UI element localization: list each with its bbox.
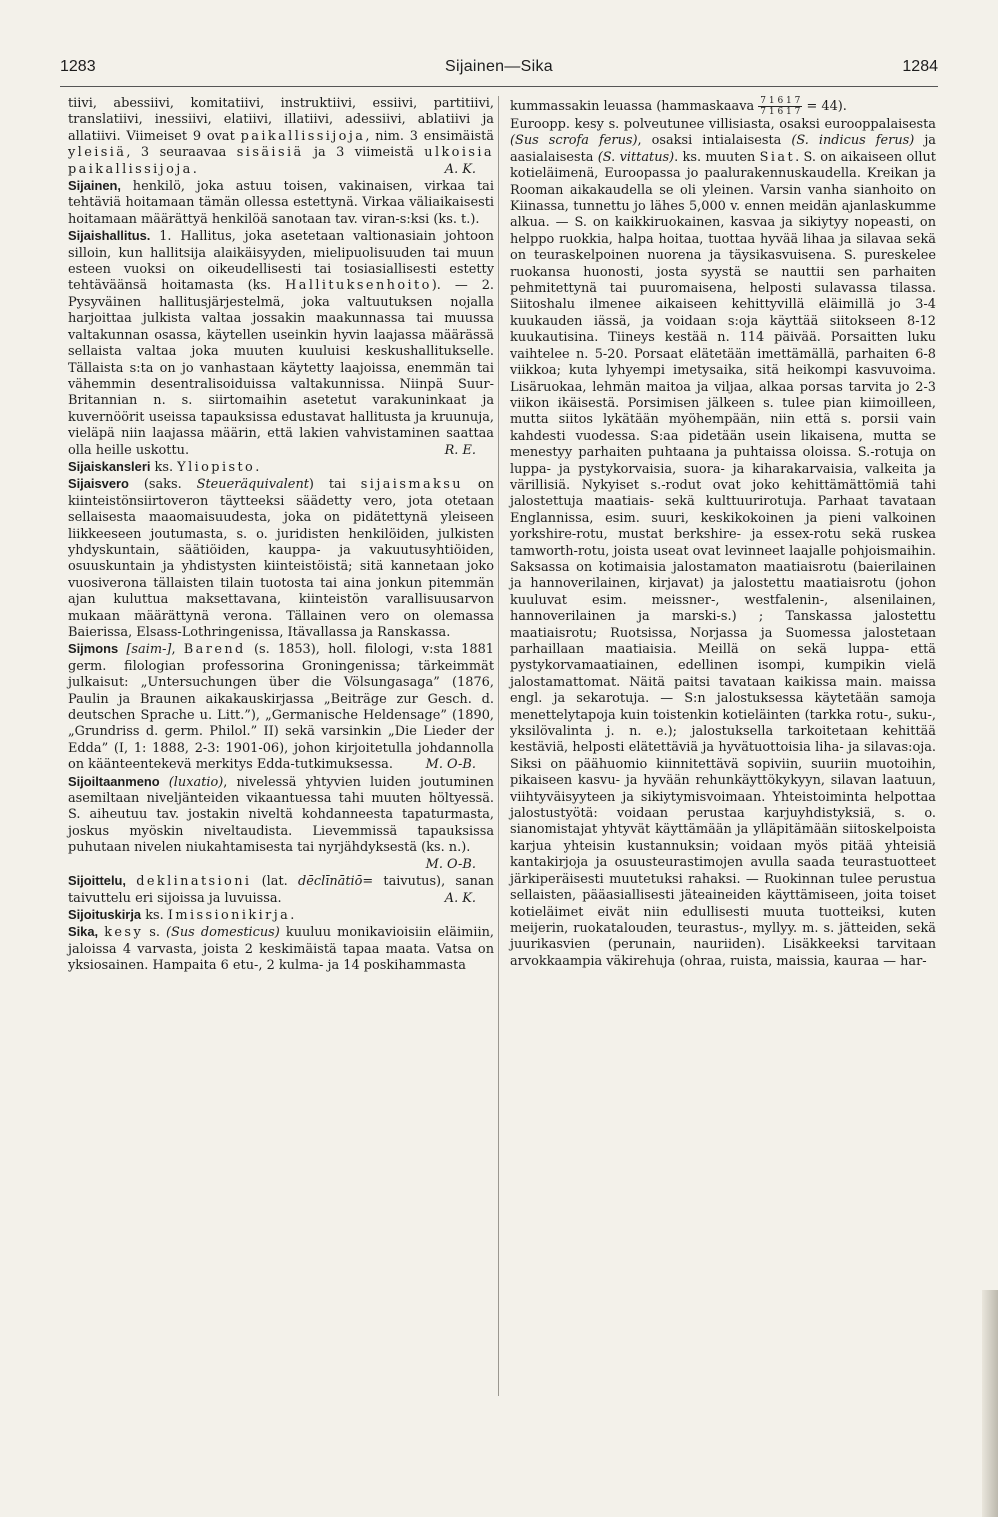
headword: Sijaiskansleri (68, 458, 151, 474)
entry-sijamuodot: tiivi, abessiivi, komitatiivi, instruktiivi, essiivi, partitiivi, translatiivi, inessiivi, elatiivi, illatiivi, adessiivi, ablatiivi ja allatiivi. Viimeiset 9 ovat paikallissijoja, nim. 3 ensimäistä yleisiä, 3 seuraavaa sisäisiä ja 3 viimeistä ulkoisia paikallissijoja. A. K. (68, 96, 494, 177)
entry-sijoittelu: Sijoittelu, deklinatsioni (lat. dēclīnātiō= taivutus), sanan taivuttelu eri sijoissa ja luvuissa. A. K. (68, 873, 494, 906)
headword: Sijainen, (68, 178, 122, 194)
running-title: Sijainen—Sika (445, 58, 553, 75)
left-column (68, 96, 494, 975)
dental-formula-fraction: $\frac{7 1 6 1 7}{7 1 6 1 7}$ (760, 96, 801, 117)
page-edge-shadow (982, 1290, 998, 1517)
entry-sijaisvero: Sijaisvero (saks. Steueräquivalent) tai sijaismaksu on kiinteistönsiirtoveron täytteeksi säädetty vero, jota otetaan sellaisesta maaomaisuudesta, joka on pidätettynä yleiseen liikkeeseen joutumasta, s. o. juridisten henkilöiden, julkisten yhdyskuntain, säätiöiden, kauppa- ja vakuutusyhtiöiden, osuuskuntain ja yhdistysten kiinteistöistä; sitä kannetaan joko vuosiverona tällaisten tilain tuotosta tai aina jonkun pitemmän ajan kuluttua maksettavana, kiinteistön varallisuusarvon mukaan määrättynä verona. Tällainen vero on olemassa Baierissa, Elsass-Lothringenissa, Itävallassa ja Ranskassa. (68, 476, 494, 640)
right-column (510, 96, 936, 970)
entry-sijaiskansleri: Sijaiskansleri ks. Yliopisto. (68, 458, 260, 475)
column-divider (498, 96, 499, 1396)
entry-sika: Sika, kesy s. (Sus domesticus) kuuluu monikavioisiin eläimiin, jaloissa 4 varvasta, joista 2 keskimäistä tapaa maata. Vatsa on yksiosainen. Hampaita 6 etu-, 2 kulma- ja 14 poskihammasta (68, 924, 494, 974)
page-number-right: 1284 (902, 58, 938, 75)
entry-sijmons: Sijmons [saim-], Barend (s. 1853), holl. filologi, v:sta 1881 germ. filologian professorina Groningenissa; tärkeimmät julkaisut: „Untersuchungen über die Völsungasaga” (1876, Paulin ja Braunen aikakauskirjassa „Beiträge zur Gesch. d. deutschen Sprache u. Litt.”), „Germanische Heldensage” (1890, „Grundriss d. germ. Philol.” II) sekä varsinkin „Die Lieder der Edda” (I, 1: 1888, 2-3: 1901-06), johon kirjoitetulla johdannolla on käänteentekevä merkitys Edda-tutkimuksessa. M. O-B. (68, 641, 494, 773)
entry-sijaishallitus: Sijaishallitus. 1. Hallitus, joka asetetaan valtionasiain johtoon silloin, kun hallitsija alaikäisyyden, mielipuolisuuden tai muun esteen vuoksi on oikeudellisesti tai tosiasiallisesti estetty tehtäväänsä hoitamasta (ks. Hallituksenhoito). — 2. Pysyväinen hallitusjärjestelmä, joka valtuutuksen nojalla harjoittaa julkista valtaa jossakin maakunnassa tai muussa valtakunnan osassa, käytellen useinkin hyvin laajassa määrässä sellaista valtaa joka muuten kuuluisi keskushallitukselle. Tällaista s:ta on jo vanhastaan käytetty laajoissa, enemmän tai vähemmin desentralisoiduissa valtakunnissa. Niinpä Suur-Britannian n. s. siirtomaihin asetetut varakuninkaat ja kuvernöörit useissa tapauksissa edustavat hallitusta ja kruunuja, vieläpä niin laajassa määrin, että lakien vahvistaminen saattaa olla heille uskottu. R. E. (68, 228, 495, 458)
entry-sijoiltaanmeno: Sijoiltaanmeno (luxatio), nivelessä yhtyvien luiden joutuminen asemiltaan niveljänteiden vikaantuessa tahi muuten höltyessä. S. aiheutuu tav. jostakin niveltä kohdanneesta tapaturmasta, joskus myöskin niveltaudista. Lievemmissä tapauksissa puhutaan nivelen niukahtamisesta tai nyrjähdyksestä (ks. n.). M. O-B. (68, 773, 494, 872)
entry-sijainen: Sijainen, henkilö, joka astuu toisen, vakinaisen, virkaa tai tehtäviä hoitamaan tämän ollessa estettynä. Virkaa väliaikaisesti hoitamaan määrättyä henkilöä sanotaan tav. viran-s:ksi (ks. t.). (68, 178, 494, 227)
headword: Sijmons (68, 641, 119, 657)
headword: Sijoituskirja (68, 906, 142, 922)
entry-sika-continued: Euroopp. kesy s. polveutunee villisiasta, osaksi eurooppalaisesta (Sus scrofa ferus), osaksi intialaisesta (S. indicus ferus) ja aasialaisesta (S. vittatus). ks. muuten Siat. S. on aikaiseen ollut kotieläimenä, Euroopassa jo paalurakennuskaudella. Kreikan ja Rooman aikakaudella se oli yleinen. Varsin vanha sianhoito on Kiinassa, tunnettu jo lähes 5,000 v. ennen meidän ajanlaskumme alkua. — S. on kaikkiruokainen, kasvaa ja sikiytyy nopeasti, on helppo ruokkia, halpa hoitaa, tuottaa hyvää lihaa ja silavaa sekä on teuraskelpoinen nuorena ja täysikasvuisena. S. pureskelee ruokansa huonosti, josta syystä se nauttii sen parhaiten pehmitettynä tai puuromaisena, helposti sulavassa tilassa. Siitoshalu ilmenee aikaiseen kehittyvillä eläimillä jo 3-4 kuukauden iässä, ja voidaan s:oja käyttää siitokseen 8-12 kuukautisina. Tiineys kestää n. 114 päivää. Porsaitten luku vaihtelee n. 5-20. Porsaat elätetään imettämällä, parhaiten 6-8 viikkoa; kuta lyhyempi imetysaika, sitä heikompi kasvuvoima. Lisäruokaa, lehmän maitoa ja viljaa, alkaa porsas tarvita jo 2-3 viikon ikäisestä. Porsimisen jälkeen s. tulee pian kiimoilleen, mutta siitos lykätään myöhempään, niin että s. porsii vain kahdesti vuodessa. S:aa pidetään usein likaisena, mutta se menestyy parhaiten puhtaana ja puhtaissa oloissa. S.-rotuja on luppa- ja pystykorvaisia, suora- ja kiharakarvaisia, valkeita ja värillisiä. Nykyiset s.-rodut ovat joko kehittämättömiä tahi jalostettuja maatiais- sekä kulttuurirotuja. Parhaat tavataan Englannissa, esim. suuri, keskikokoinen ja pieni valkoinen yorkshire-rotu, mustat berkshire- ja essex-rotu sekä ruskea tamworth-rotu, joista useat ovat levinneet laajalle pohjoismaihin. Saksassa on kotimaisia jalostamaton maatiaisrotu (baierilainen ja hannoverilainen, kirjavat) ja jalostettu maatiaisrotu (johon kuuluvat esim. meissner-, westfalenin-, alsenilainen, hannoverilainen ja marski-s.) ; Tanskassa jalostettu maatiaisrotu; Ruotsissa, Norjassa ja Suomessa jalostetaan parhaillaan maatiaisia. Meillä on sekä luppa- että pystykorvamaatiainen, edellinen isompi, kumpikin vielä jalostamattomat. Näitä paitsi tavataan kaikissa main. maissa engl. ja sekarotuja. — S:n jalostuksessa käytetään samoja menettelytapoja kuin toistenkin kotieläinten (tarkka rotu-, suku-, yksilövalinta j. n. e.); jalostuksella tarkoitetaan kehittää kestäviä, helposti elätettäviä ja hyvätuottoisia liha- ja silavas:oja. Siksi on päähuomio kiinnitettävä sopiviin, suuriin muotoihin, pikaiseen kasvu- ja hyvään rehunkäyttökykyyn, silavan laatuun, viihtyväisyyteen ja sikiytymisvoimaan. Yhteistoiminta helpottaa jalostustyötä: voidaan perustaa karjuyhdistyksiä, s. o. sianomistajat yhtyvät käyttämään ja ylläpitämään siitoskelpoista karjua yhteisin kustannuksin; voidaan myös pitää yhteisiä kantakirjoja ja osuusteurastimojen avulla saada teurastuotteet järkiperäisesti muutetuksi rahaksi. — Ruokinnan tulee perustua sellaisten, pääasiallisesti jäteaineiden käyttämiseen, joita toiset kotieläimet eivät niin edullisesti muuta tuotteiksi, kuten meijerin, ruokatalouden, teurastus-, myllyy. m. s. jätteiden, sekä juurikasvien (perunain, nauriiden). Lisäkkeeksi tarvitaan arvokkaampia väkirehuja (ohraa, ruista, maissia, kauraa — har- (510, 117, 936, 969)
headword: Sijaisvero (68, 476, 129, 492)
signature: A. K. (444, 161, 476, 177)
page-number-left: 1283 (60, 58, 96, 75)
signature: M. O-B. (425, 757, 476, 773)
signature: A. K. (444, 890, 476, 906)
signature: R. E. (444, 442, 476, 458)
entry-sijoituskirja: Sijoituskirja ks. Imissionikirja. (68, 906, 295, 923)
headword: Sijaishallitus. (68, 228, 151, 244)
headword: Sijoiltaanmeno (68, 773, 160, 789)
headword: Sika, (68, 924, 99, 940)
page-header (60, 58, 938, 82)
header-rule (60, 86, 938, 87)
headword: Sijoittelu, (68, 873, 127, 889)
dental-formula-line: kummassakin leuassa (hammaskaava $\frac{7 1 6 1 7}{7 1 6 1 7}$ = 44). (510, 96, 847, 117)
signature: M. O-B. (425, 856, 476, 872)
